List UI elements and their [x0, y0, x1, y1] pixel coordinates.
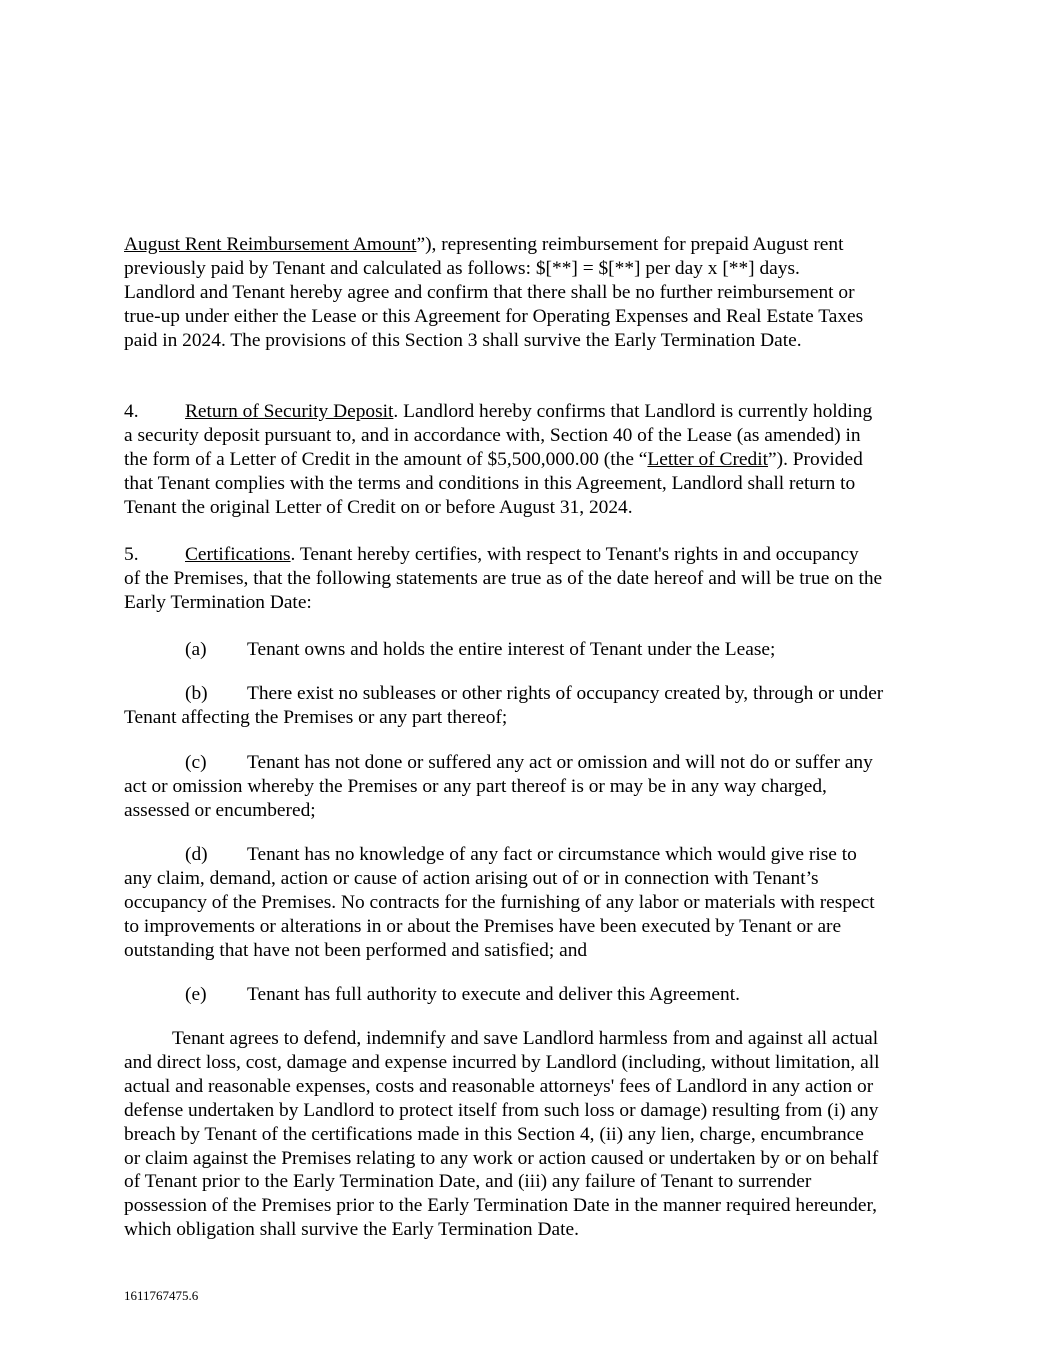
- indemnity-line-6: or claim against the Premises relating to any work or action caused or undertaken by or on behalf: [124, 1147, 879, 1169]
- section5-line-2: of the Premises, that the following statements are true as of the date hereof and will be true on the: [124, 567, 883, 589]
- certification-item-b: [124, 682, 936, 730]
- section5-heading: Certifications: [185, 544, 291, 565]
- indemnity-line-5: breach by Tenant of the certifications made in this Section 4, (ii) any lien, charge, encumbrance: [124, 1123, 864, 1145]
- continuation-line-1: August Rent Reimbursement Amount”), representing reimbursement for prepaid August rent: [124, 234, 844, 255]
- indemnity-line-2: and direct loss, cost, damage and expense incurred by Landlord (including, without limitation, all: [124, 1051, 880, 1073]
- section4-line-3: the form of a Letter of Credit in the amount of $5,500,000.00 (the “Letter of Credit”). Provided: [124, 448, 863, 470]
- section4-return-of-security-deposit: [124, 400, 936, 520]
- indemnity-line-8: possession of the Premises prior to the Early Termination Date in the manner required hereunder,: [124, 1195, 877, 1217]
- continuation-line-4: true-up under either the Lease or this Agreement for Operating Expenses and Real Estate Taxes: [124, 305, 864, 327]
- defined-term-letter-of-credit: Letter of Credit: [647, 448, 769, 470]
- indemnity-line-9: which obligation shall survive the Early Termination Date.: [124, 1219, 579, 1241]
- item-c-line-1: (c) Tenant has not done or suffered any act or omission and will not do or suffer any: [185, 752, 873, 773]
- indemnity-line-7: of Tenant prior to the Early Termination Date, and (iii) any failure of Tenant to surrender: [124, 1171, 812, 1193]
- section4-line-1: 4. Return of Security Deposit. Landlord hereby confirms that Landlord is currently holding: [124, 401, 873, 422]
- footer-document-id: 1611767475.6: [124, 1288, 199, 1303]
- item-c-line-3: assessed or encumbered;: [124, 799, 316, 821]
- section5-number: 5.: [124, 544, 139, 565]
- section5-certifications: [124, 543, 936, 615]
- item-b-label: (b): [185, 683, 208, 704]
- item-b-line-2: Tenant affecting the Premises or any part thereof;: [124, 706, 508, 728]
- section4-number: 4.: [124, 401, 139, 422]
- continuation-line-5: paid in 2024. The provisions of this Section 3 shall survive the Early Termination Date.: [124, 329, 802, 351]
- section4-line-5: Tenant the original Letter of Credit on or before August 31, 2024.: [124, 496, 633, 518]
- continuation-line-2: previously paid by Tenant and calculated as follows: $[**] = $[**] per day x [**] days.: [124, 257, 800, 279]
- item-c-line-2: act or omission whereby the Premises or any part thereof is or may be in any way charged,: [124, 775, 827, 797]
- item-d-line-4: to improvements or alterations in or about the Premises have been executed by Tenant or are: [124, 915, 842, 937]
- item-e-label: (e): [185, 984, 207, 1005]
- item-a-label: (a): [185, 639, 207, 660]
- item-d-line-3: occupancy of the Premises. No contracts for the furnishing of any labor or materials with respect: [124, 891, 875, 913]
- indemnity-line-1: Tenant agrees to defend, indemnify and save Landlord harmless from and against all actual: [172, 1028, 879, 1049]
- section4-line-4: that Tenant complies with the terms and conditions in this Agreement, Landlord shall return to: [124, 472, 856, 494]
- section3-continuation: [124, 233, 936, 353]
- item-a-line-1: (a) Tenant owns and holds the entire interest of Tenant under the Lease;: [185, 639, 776, 660]
- item-b-line-1: (b) There exist no subleases or other rights of occupancy created by, through or under: [185, 683, 884, 704]
- item-d-line-1: (d) Tenant has no knowledge of any fact or circumstance which would give rise to: [185, 844, 857, 865]
- continuation-line-3: Landlord and Tenant hereby agree and confirm that there shall be no further reimbursement or: [124, 281, 855, 303]
- item-d-label: (d): [185, 844, 208, 865]
- section4-heading: Return of Security Deposit: [185, 401, 394, 422]
- section5-line-3: Early Termination Date:: [124, 591, 312, 613]
- item-d-line-5: outstanding that have not been performed and satisfied; and: [124, 939, 588, 961]
- item-e-line-1: (e) Tenant has full authority to execute and deliver this Agreement.: [185, 984, 740, 1005]
- item-d-line-2: any claim, demand, action or cause of action arising out of or in connection with Tenant’s: [124, 867, 819, 889]
- indemnity-line-4: defense undertaken by Landlord to protect itself from such loss or damage) resulting from (i) any: [124, 1099, 879, 1121]
- defined-term-august-rent: August Rent Reimbursement Amount: [124, 234, 417, 255]
- item-c-label: (c): [185, 752, 207, 773]
- indemnity-paragraph: [124, 1027, 936, 1242]
- certification-item-e: [124, 983, 936, 1007]
- indemnity-line-3: actual and reasonable expenses, costs and reasonable attorneys' fees of Landlord in any action or: [124, 1075, 874, 1097]
- section5-line-1: 5. Certifications. Tenant hereby certifies, with respect to Tenant's rights in and occupancy: [124, 544, 859, 565]
- certification-item-a: [124, 638, 936, 662]
- section4-line-2: a security deposit pursuant to, and in accordance with, Section 40 of the Lease (as amended) in: [124, 424, 861, 446]
- certification-item-d: [124, 843, 936, 963]
- certification-item-c: [124, 751, 936, 823]
